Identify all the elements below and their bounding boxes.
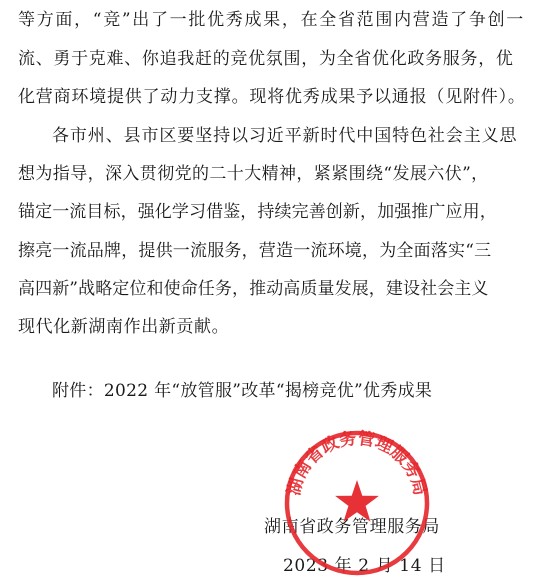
seal-text: 湖南省政务管理服务局 [284, 428, 430, 498]
body-line-9: 现代化新湖南作出新贡献。 [18, 317, 230, 337]
attachment-line: 附件：2022 年“放管服”改革“揭榜竞优”优秀成果 [52, 381, 433, 401]
issuing-organization: 湖南省政务管理服务局 [264, 517, 440, 537]
issue-date: 2023 年 2 月 14 日 [283, 556, 446, 576]
body-line-5: 想为指导，深入贯彻党的二十大精神，紧紧围绕“发展六伏”， [18, 164, 489, 184]
body-line-2: 流、勇于克难、你追我赶的竞优氛围，为全省优化政务服务，优 [18, 49, 514, 69]
body-line-6: 锚定一流目标，强化学习借鉴，持续完善创新，加强推广应用， [18, 202, 497, 222]
body-line-7: 擦亮一流品牌，提供一流服务，营造一流环境，为全面落实“三 [18, 241, 492, 261]
seal-star-icon [335, 480, 379, 522]
body-line-1: 等方面，“竞”出了一批优秀成果，在全省范围内营造了争创一 [18, 10, 525, 30]
body-line-3: 化营商环境提供了动力支撑。现将优秀成果予以通报（见附件）。 [18, 87, 526, 107]
body-line-8: 高四新”战略定位和使命任务，推动高质量发展，建设社会主义 [18, 279, 489, 299]
body-line-4: 各市州、县市区要坚持以习近平新时代中国特色社会主义思 [52, 126, 518, 146]
official-seal-stamp [282, 428, 432, 578]
